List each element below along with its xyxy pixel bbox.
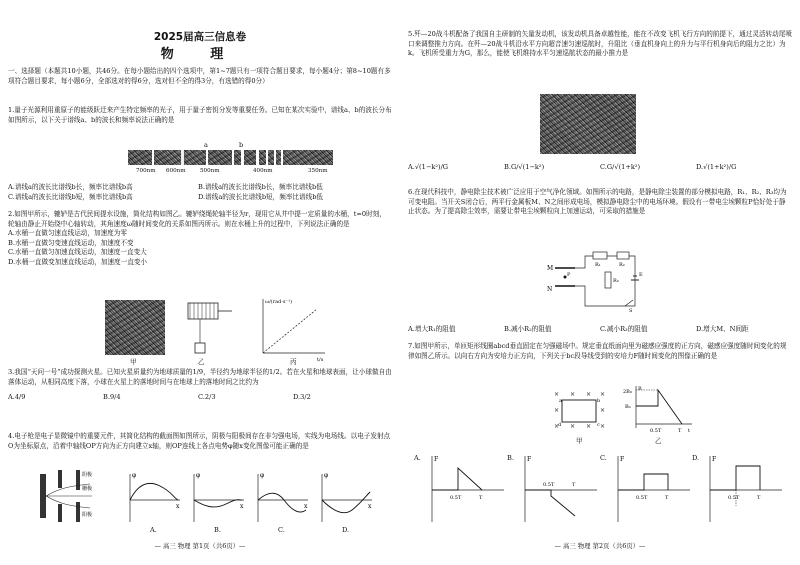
- q7-graph-a[interactable]: [422, 452, 508, 524]
- svg-text:φ: φ: [196, 472, 201, 479]
- q4-label-a: A.: [150, 526, 157, 534]
- q7-label-b: B.: [507, 454, 514, 462]
- svg-text:×: ×: [600, 391, 606, 398]
- page-footer-2: — 高三 物理 第2页（共6页）—: [554, 541, 646, 550]
- svg-text:x: x: [304, 503, 308, 510]
- q5-option-d[interactable]: D.√(1+k²)/G: [696, 163, 737, 171]
- b-axis-2b0: 2B₀: [623, 389, 632, 395]
- q7-fig-jia: 甲: [576, 437, 583, 445]
- b-t-graph: [622, 384, 694, 436]
- b-axis-b: B: [638, 386, 642, 392]
- b-axis-05t: 0.5T: [650, 428, 662, 434]
- q4-graph-d[interactable]: [316, 470, 376, 525]
- q7-label-a: A.: [414, 454, 421, 462]
- q5-option-c[interactable]: C.G/√(1+k²): [600, 163, 641, 171]
- windlass-diagram: [180, 295, 240, 365]
- b-axis-t: t: [688, 428, 691, 434]
- label-grid: 栅极: [82, 486, 93, 492]
- label-r2: R₂: [619, 262, 625, 268]
- svg-text:×: ×: [570, 391, 576, 398]
- scale-500: 500nm: [200, 168, 220, 174]
- q3-option-a[interactable]: A.4/9: [8, 393, 26, 402]
- coil-diagram: [550, 388, 610, 434]
- corner-a: a: [559, 398, 562, 404]
- svg-text:0.5T: 0.5T: [636, 495, 648, 501]
- svg-text:×: ×: [554, 407, 560, 414]
- svg-text:x: x: [368, 503, 372, 510]
- q5-options: [408, 163, 792, 173]
- q4-label-d: D.: [342, 526, 350, 534]
- q6-option-d[interactable]: D.增大M、N间距: [696, 325, 749, 333]
- mark-b: b: [239, 141, 244, 149]
- q6-options: [408, 325, 792, 335]
- corner-d: d: [558, 422, 562, 428]
- fig-jia-label: 甲: [130, 358, 137, 366]
- q1-stem: 1.量子光源利用重原子的能级跃迁来产生特定频率的光子，用于量子密钥分发等重要任务。已知在某次实验中，谱线a、b的波长分布如图所示，以下关于谱线a、b的波长和频率说法正确的是: [8, 106, 392, 124]
- fig-bing-label: 丙: [290, 358, 297, 366]
- question-4: [8, 432, 392, 451]
- svg-text:F: F: [527, 456, 532, 463]
- q3-option-b[interactable]: B.9/4: [103, 393, 121, 402]
- svg-text:0.5T: 0.5T: [450, 495, 462, 501]
- svg-text:T: T: [757, 495, 761, 501]
- q5-option-a[interactable]: A.√(1−k²)/G: [408, 163, 449, 171]
- label-s: S: [629, 308, 633, 314]
- q6-option-a[interactable]: A.增大R₁的阻值: [408, 325, 456, 333]
- q7-label-d: D.: [692, 454, 700, 462]
- q2-option-a[interactable]: A.水桶一直做匀速直线运动，加速度为零: [8, 229, 127, 238]
- q2-stem: 2.如图甲所示，辘轳是古代民间提水设施，简化结构如图乙。辘轳绕绳轮轴半径为r，现用它从井中提一定质量的水桶，t=0时刻，轮轴由静止开始绕中心轴转动，其角速度ω随时间变化的关系如图丙所示。则在水桶上升的过程中，下列说法正确的是: [8, 210, 386, 228]
- label-cathode: 阴极: [82, 472, 93, 478]
- page-footer-1: — 高三 物理 第1页（共6页）—: [154, 541, 246, 550]
- label-n: N: [547, 286, 553, 293]
- svg-text:F: F: [434, 456, 439, 463]
- svg-text:0.5T: 0.5T: [728, 495, 740, 501]
- q5-stem: 5.歼—20战斗机配备了我国自主研制的矢量发动机，该发动机具备卓越性能，能在不改变飞机飞行方向的前提下，通过灵活转动尾喷口来调整推力方向。在歼—20战斗机沿水平方向超音速匀速巡航时，升阻比（垂直机身向上的升力与平行机身向后的阻力之比）为k。飞机所受重力为G，那么，能使飞机维持水平匀速巡航状态的最小推力是: [408, 30, 792, 58]
- exam-title: 2025届高三信息卷: [153, 31, 247, 43]
- q4-label-b: B.: [214, 526, 221, 534]
- axis-t: t/s: [317, 357, 324, 363]
- scale-400: 400nm: [253, 168, 273, 174]
- svg-text:×: ×: [600, 407, 606, 414]
- question-7: [408, 342, 792, 361]
- fig-yi-label: 乙: [198, 358, 205, 366]
- svg-text:×: ×: [586, 391, 592, 398]
- svg-text:×: ×: [600, 423, 606, 430]
- q4-stem: 4.电子枪是电子显微镜中的重要元件，其简化结构的截面图如图所示，阴极与阳极间存在非匀强电场，实线为电场线。以电子发射点O为坐标原点，沿着中轴线OP方向为正方向建立x轴，则OP连线上各点电势φ随x变化图像可能正确的是: [8, 432, 391, 450]
- q4-graph-c[interactable]: [252, 470, 312, 525]
- fighter-jet-photo: [540, 94, 636, 154]
- b-axis-t-tick: T: [678, 428, 682, 434]
- corner-c: c: [597, 422, 600, 428]
- q7-graph-c[interactable]: [608, 452, 694, 524]
- frac-mass: 1/9: [192, 368, 204, 376]
- q5-option-b[interactable]: B.G/√(1−k²): [504, 163, 545, 171]
- q1-option-d[interactable]: D.谱线a的波长比谱线b短，频率比谱线b低: [198, 192, 324, 201]
- svg-text:x: x: [176, 503, 180, 510]
- q4-graph-b[interactable]: [188, 470, 248, 525]
- q2-option-d[interactable]: D.水桶一直做变加速直线运动，加速度一直变小: [8, 257, 148, 266]
- svg-text:φ: φ: [132, 472, 137, 479]
- q2-option-b[interactable]: B.水桶一直做匀变速直线运动，加速度不变: [8, 238, 134, 247]
- q4-graph-a[interactable]: [124, 470, 184, 525]
- axis-omega: ω/(rad·s⁻¹): [265, 299, 293, 305]
- label-e: E: [639, 272, 643, 278]
- svg-text:0.5T: 0.5T: [543, 482, 555, 488]
- b-axis-b0: B₀: [625, 404, 631, 410]
- q6-option-c[interactable]: C.减小R₃的阻值: [600, 325, 648, 333]
- spectrum-figure: [128, 141, 333, 180]
- well-photo: [105, 300, 165, 355]
- svg-text:×: ×: [554, 391, 560, 398]
- svg-text:T: T: [479, 495, 483, 501]
- question-2: [8, 210, 392, 267]
- svg-text:T: T: [665, 495, 669, 501]
- svg-text:×: ×: [586, 423, 592, 430]
- q6-option-b[interactable]: B.减小R₂的阻值: [504, 325, 552, 333]
- label-p: P: [567, 272, 571, 278]
- q3-option-c[interactable]: C.2/3: [198, 393, 216, 402]
- question-6: [408, 188, 792, 217]
- question-1: [8, 106, 392, 125]
- svg-text:×: ×: [554, 423, 560, 430]
- subject-title: 物 理: [160, 47, 240, 62]
- label-m: M: [547, 265, 554, 272]
- svg-text:x: x: [240, 503, 244, 510]
- scale-700: 700nm: [136, 168, 156, 174]
- question-3: 3.我国“天问一号”成功探测火星。已知火星质量约为地球质量的1/9，半径约为地球半径的1/2。若在火星和地球表面，让小球做自由落体运动，从相同高度下落，小球在火星上的落地时间与在地球上的落地时间之比约为 A.4/9 B.9/4 C.2/3 D.3/2: [8, 368, 392, 402]
- q3-option-d[interactable]: D.3/2: [293, 393, 311, 402]
- mark-a: a: [204, 141, 208, 149]
- q7-stem: 7.如图甲所示，单匝矩形线圈abcd垂直固定在匀强磁场中。规定垂直纸面向里为磁感应强度的正方向，磁感应强度随时间变化的规律如图乙所示。以向右方向为安培力正方向，下列关于bc段导线受到的安培力F随时间变化的图像正确的是: [408, 342, 787, 360]
- svg-text:φ: φ: [324, 472, 329, 479]
- svg-text:F: F: [712, 456, 717, 463]
- label-r3: R₃: [613, 278, 619, 284]
- svg-text:F: F: [620, 456, 625, 463]
- scale-600: 600nm: [166, 168, 186, 174]
- q6-stem: 6.在现代科技中，静电除尘技术被广泛应用于空气净化领域。如图所示的电路，是静电除尘装置的部分模拟电路，R₁、R₂、R₃均为可变电阻。当开关S闭合后，两平行金属板M、N之间形成电场，模拟静电除尘中的电场环境。假设有一带电尘埃颗粒P恰好处于静止状态。为了提高除尘效率，需要让带电尘埃颗粒向上加速运动，可采取的措施是: [408, 188, 787, 216]
- page-2: [400, 0, 800, 565]
- svg-text:×: ×: [570, 423, 576, 430]
- q2-option-c[interactable]: C.水桶一直做匀加速直线运动，加速度一直变大: [8, 248, 147, 257]
- q1-option-c[interactable]: C.谱线a的波长比谱线b短，频率比谱线b高: [8, 192, 133, 201]
- scale-350: 350nm: [308, 168, 328, 174]
- section-intro: 一、选择题（本题共10小题，共46分。在每小题给出的四个选项中，第1~7题只有一项符合题目要求，每小题4分；第8~10题有多项符合题目要求，每小题6分，全部选对的得6分，选对但不全的得3分，有选错的得0分）: [8, 67, 391, 85]
- circuit-diagram: [545, 246, 645, 316]
- q7-graph-d[interactable]: [700, 452, 786, 524]
- omega-t-graph: [255, 295, 330, 365]
- label-anode: 阳极: [82, 512, 93, 518]
- corner-b: b: [597, 398, 601, 404]
- q7-graph-b[interactable]: [515, 452, 601, 524]
- frac-radius: 1/2: [269, 368, 280, 376]
- q4-label-c: C.: [278, 526, 285, 534]
- q1-option-a[interactable]: A.谱线a的波长比谱线b长，频率比谱线b高: [8, 183, 133, 191]
- electron-gun-diagram: [30, 466, 110, 526]
- svg-text:φ: φ: [260, 472, 265, 479]
- q1-option-b[interactable]: B.谱线a的波长比谱线b长，频率比谱线b低: [198, 183, 323, 191]
- q7-label-c: C.: [600, 454, 607, 462]
- question-5: [408, 30, 792, 59]
- q7-fig-yi: 乙: [655, 437, 662, 445]
- label-r1: R₁: [595, 262, 601, 268]
- svg-text:T: T: [572, 482, 576, 488]
- q1-options: [8, 183, 392, 202]
